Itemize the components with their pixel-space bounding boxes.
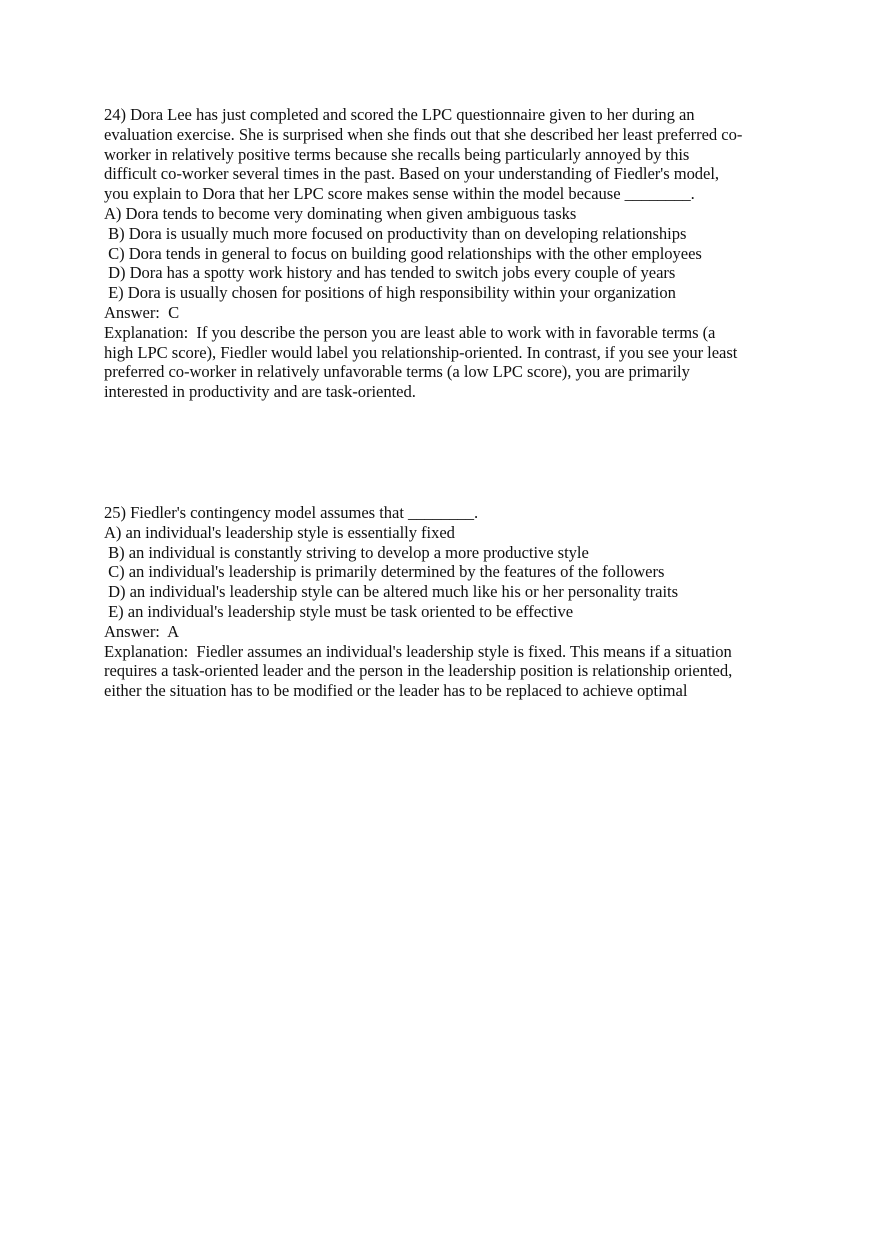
- explanation-line: preferred co-worker in relatively unfavorable terms (a low LPC score), you are primarily: [104, 362, 690, 382]
- question-stem-line: you explain to Dora that her LPC score makes sense within the model because ________.: [104, 184, 695, 204]
- explanation-line: requires a task-oriented leader and the person in the leadership position is relationship oriented,: [104, 661, 733, 681]
- option-a: A) Dora tends to become very dominating when given ambiguous tasks: [104, 203, 577, 223]
- explanation-line: either the situation has to be modified or the leader has to be replaced to achieve optimal: [104, 681, 688, 701]
- question-stem-line: evaluation exercise. She is surprised when she finds out that she described her least preferred co-: [104, 124, 743, 144]
- option-c: C) Dora tends in general to focus on building good relationships with the other employees: [104, 243, 702, 263]
- option-e: E) Dora is usually chosen for positions of high responsibility within your organization: [104, 283, 676, 303]
- explanation-line: interested in productivity and are task-oriented.: [104, 382, 416, 402]
- option-b: B) Dora is usually much more focused on productivity than on developing relationships: [104, 223, 687, 243]
- option-e: E) an individual's leadership style must be task oriented to be effective: [104, 601, 574, 621]
- option-a: A) an individual's leadership style is essentially fixed: [104, 522, 455, 542]
- question-stem-line: worker in relatively positive terms because she recalls being particularly annoyed by this: [104, 144, 690, 164]
- question-25: [104, 503, 794, 701]
- answer-line: Answer: C: [104, 302, 180, 322]
- option-c: C) an individual's leadership is primarily determined by the features of the followers: [104, 562, 665, 582]
- explanation-line: high LPC score), Fiedler would label you relationship-oriented. In contrast, if you see your least: [104, 342, 738, 362]
- question-stem-line: 24) Dora Lee has just completed and scored the LPC questionnaire given to her during an: [104, 105, 695, 124]
- option-d: D) an individual's leadership style can be altered much like his or her personality traits: [104, 582, 678, 602]
- question-24: [104, 105, 794, 402]
- explanation-line: Explanation: Fiedler assumes an individual's leadership style is fixed. This means if a situation: [104, 641, 732, 661]
- answer-line: Answer: A: [104, 621, 180, 641]
- explanation-line: Explanation: If you describe the person you are least able to work with in favorable terms (a: [104, 322, 716, 342]
- question-stem-line: difficult co-worker several times in the past. Based on your understanding of Fiedler's model,: [104, 164, 720, 184]
- option-b: B) an individual is constantly striving to develop a more productive style: [104, 542, 589, 562]
- option-d: D) Dora has a spotty work history and has tended to switch jobs every couple of years: [104, 263, 676, 283]
- question-stem-line: 25) Fiedler's contingency model assumes that ________.: [104, 503, 479, 522]
